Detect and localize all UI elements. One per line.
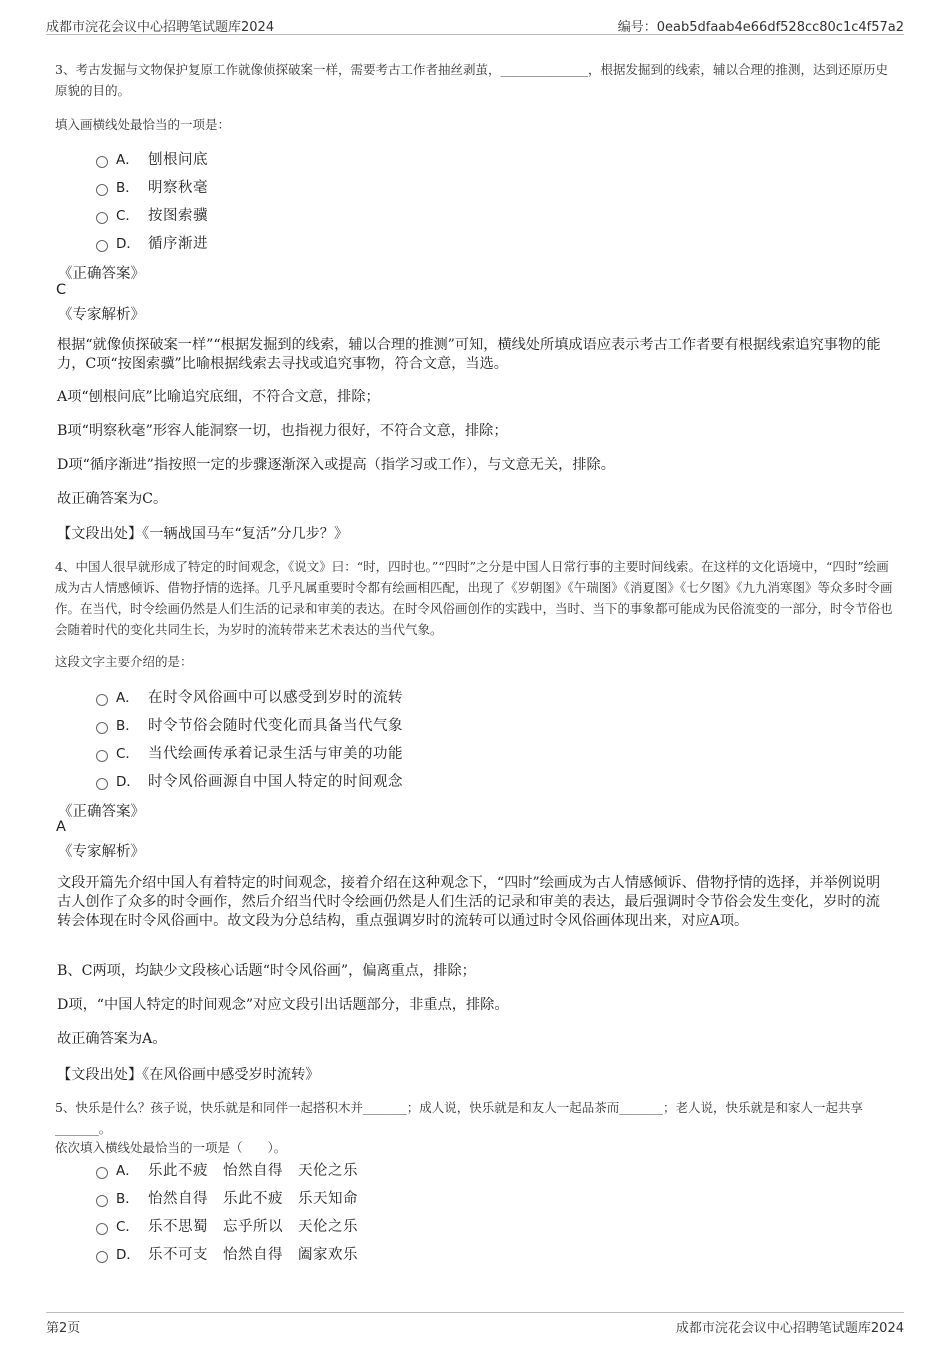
- option-b[interactable]: B． 时令节俗会随时代变化而具备当代气象: [96, 710, 403, 738]
- analysis-paragraph: 文段开篇先介绍中国人有着特定的时间观念，接着介绍在这种观念下，“四时”绘画成为古人情感倾诉、借物抒情的选择，并举例说明古人创作了众多的时令画作，然后介绍当代时令绘画仍然是人们生活的记录和审美的表达，最后强调时令节俗会发生变化，岁时的流转会体现在时令风俗画中。故文段为分总结构，重点强调岁时的流转可以通过时令风俗画体现出来，对应A项。: [57, 875, 881, 929]
- radio-button[interactable]: [96, 240, 108, 252]
- radio-button[interactable]: [96, 184, 108, 196]
- option-c[interactable]: C． 按图索骥: [96, 200, 208, 228]
- radio-button[interactable]: [96, 694, 108, 706]
- answer-label: 《正确答案》: [58, 804, 145, 820]
- header-code-value: 0eab5dfaab4e66df528cc80c1c4f57a2: [656, 20, 904, 35]
- question-5-options: [96, 1155, 358, 1267]
- option-a[interactable]: A． 刨根问底: [96, 144, 208, 172]
- footer-title: 成都市浣花会议中心招聘笔试题库2024: [675, 1321, 904, 1336]
- question-4-options: [96, 682, 403, 794]
- passage-source: 【文段出处】《一辆战国马车“复活”分几步？》: [57, 526, 349, 542]
- option-d[interactable]: D． 循序渐进: [96, 228, 208, 256]
- answer-value: C: [56, 282, 67, 298]
- option-c[interactable]: C． 当代绘画传承着记录生活与审美的功能: [96, 738, 403, 766]
- question-4-text: 4、中国人很早就形成了特定的时间观念，《说文》曰：“时，四时也。”“四时”之分是中国人日常行事的主要时间线索。在这样的文化语境中，“四时”绘画成为古人情感倾诉、借物抒情的选择。几乎凡属重要时令都有绘画相匹配，出现了《岁朝图》《午瑞图》《消夏图》《七夕图》《九九消寒图》等众多时令画作。在当代，时令绘画仍然是人们生活的记录和审美的表达。在时令风俗画创作的实践中，当时、当下的事象都可能成为民俗流变的一部分，时令节俗也会随着时代的变化共同生长，为岁时的流转带来艺术表达的当代气象。: [55, 559, 893, 637]
- analysis-conclusion: 故正确答案为C。: [57, 491, 168, 507]
- analysis-label: 《专家解析》: [58, 307, 145, 323]
- header-title: 成都市浣花会议中心招聘笔试题库2024: [46, 20, 275, 35]
- header-code: [618, 16, 904, 35]
- radio-button[interactable]: [96, 750, 108, 762]
- question-4-prompt: 这段文字主要介绍的是：: [55, 654, 193, 669]
- analysis-conclusion: 故正确答案为A。: [57, 1031, 167, 1047]
- radio-button[interactable]: [96, 1251, 108, 1263]
- radio-button[interactable]: [96, 778, 108, 790]
- analysis-paragraph: D项，“中国人特定的时间观念”对应文段引出话题部分，非重点，排除。: [57, 997, 509, 1013]
- question-3-prompt: 填入画横线处最恰当的一项是：: [55, 117, 231, 132]
- header-code-label: 编号：: [617, 20, 657, 35]
- analysis-label: 《专家解析》: [58, 844, 145, 860]
- radio-button[interactable]: [96, 722, 108, 734]
- passage-source: 【文段出处】《在风俗画中感受岁时流转》: [57, 1067, 320, 1083]
- answer-value: A: [56, 819, 66, 835]
- radio-button[interactable]: [96, 1195, 108, 1207]
- option-c[interactable]: C． 乐不思蜀 忘乎所以 天伦之乐: [96, 1211, 358, 1239]
- question-5-prompt: 依次填入横线处最恰当的一项是（ ）。: [55, 1140, 287, 1155]
- radio-button[interactable]: [96, 212, 108, 224]
- answer-label: 《正确答案》: [58, 266, 145, 282]
- question-5-text: 5、快乐是什么？孩子说，快乐就是和同伴一起搭积木并_______；成人说，快乐就是和友人一起品茶而_______；老人说，快乐就是和家人一起共享_______。: [55, 1100, 863, 1136]
- option-a[interactable]: A． 乐此不疲 怡然自得 天伦之乐: [96, 1155, 358, 1183]
- page-footer: [46, 1312, 904, 1337]
- option-d[interactable]: D． 乐不可支 怡然自得 阖家欢乐: [96, 1239, 358, 1267]
- analysis-paragraph: B、C两项，均缺少文段核心话题“时令风俗画”，偏离重点，排除；: [57, 963, 476, 979]
- radio-button[interactable]: [96, 156, 108, 168]
- radio-button[interactable]: [96, 1223, 108, 1235]
- option-d[interactable]: D． 时令风俗画源自中国人特定的时间观念: [96, 766, 403, 794]
- analysis-paragraph: 根据“就像侦探破案一样”“根据发掘到的线索，辅以合理的推测”可知，横线处所填成语应表示考古工作者要有根据线索追究事物的能力，C项“按图索骥”比喻根据线索去寻找或追究事物，符合文意，当选。: [57, 337, 881, 372]
- question-3-text: 3、考古发掘与文物保护复原工作就像侦探破案一样，需要考古工作者抽丝剥茧，______________，根据发掘到的线索，辅以合理的推测，达到还原历史原貌的目的。: [55, 62, 888, 98]
- question-3-options: [96, 144, 208, 256]
- page-header: [46, 12, 904, 35]
- analysis-paragraph: B项“明察秋毫”形容人能洞察一切，也指视力很好，不符合文意，排除；: [57, 423, 508, 439]
- option-a[interactable]: A． 在时令风俗画中可以感受到岁时的流转: [96, 682, 403, 710]
- option-b[interactable]: B． 明察秋毫: [96, 172, 208, 200]
- analysis-paragraph: D项“循序渐进”指按照一定的步骤逐渐深入或提高（指学习或工作），与文意无关，排除。: [57, 457, 615, 473]
- page-number: 第2页: [46, 1321, 81, 1336]
- analysis-paragraph: A项“刨根问底”比喻追究底细，不符合文意，排除；: [57, 389, 380, 405]
- option-b[interactable]: B． 怡然自得 乐此不疲 乐天知命: [96, 1183, 358, 1211]
- radio-button[interactable]: [96, 1167, 108, 1179]
